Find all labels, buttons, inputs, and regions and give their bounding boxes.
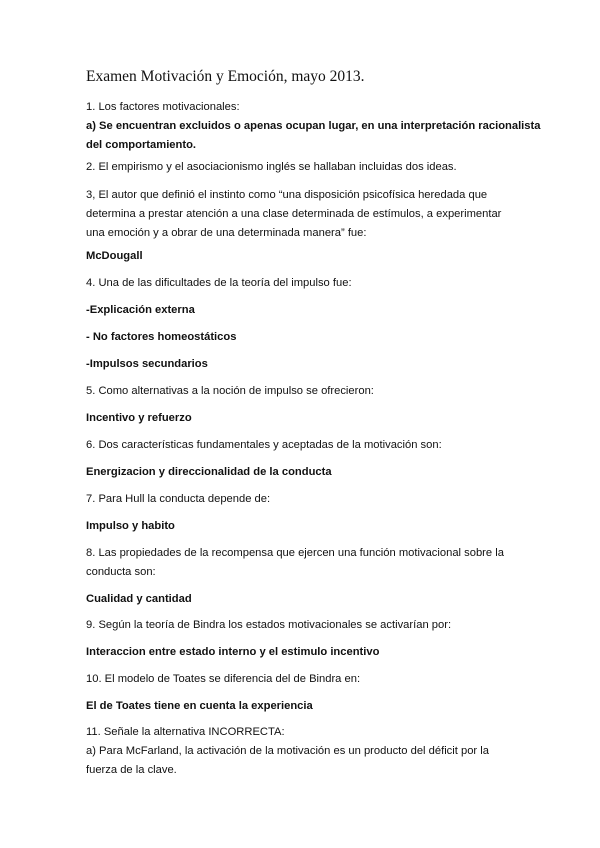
question-1-answer-line-1: a) Se encuentran excluidos o apenas ocupan lugar, en una interpretación racionalista xyxy=(86,120,541,132)
question-8-text-line-1: 8. Las propiedades de la recompensa que ejercen una función motivacional sobre la xyxy=(86,547,504,559)
question-5-answer: Incentivo y refuerzo xyxy=(86,412,192,424)
question-6-answer: Energizacion y direccionalidad de la conducta xyxy=(86,466,332,478)
question-3-answer: McDougall xyxy=(86,250,143,262)
question-7 xyxy=(86,490,526,509)
question-5-text: 5. Como alternativas a la noción de impulso se ofrecieron: xyxy=(86,385,374,397)
question-3-text-line-3: una emoción y a obrar de una determinada manera” fue: xyxy=(86,227,367,239)
question-4-answer-3: -Impulsos secundarios xyxy=(86,358,208,370)
question-2 xyxy=(86,158,526,177)
question-8 xyxy=(86,544,526,582)
question-4-answer-1-block xyxy=(86,301,526,320)
document-title: Examen Motivación y Emoción, mayo 2013. xyxy=(86,68,365,85)
question-4 xyxy=(86,274,526,293)
question-6 xyxy=(86,436,526,455)
question-11-text: 11. Señale la alternativa INCORRECTA: xyxy=(86,726,285,738)
question-10-answer: El de Toates tiene en cuenta la experiencia xyxy=(86,700,313,712)
question-10-text: 10. El modelo de Toates se diferencia del de Bindra en: xyxy=(86,673,361,685)
question-7-answer: Impulso y habito xyxy=(86,520,175,532)
question-1-answer-line-2: del comportamiento. xyxy=(86,139,197,151)
question-11-option-a-line-2: fuerza de la clave. xyxy=(86,764,177,776)
question-9-answer-block xyxy=(86,643,526,662)
question-3-text-line-2: determina a prestar atención a una clase determinada de estímulos, a experimentar xyxy=(86,208,502,220)
question-5 xyxy=(86,382,526,401)
question-5-answer-block xyxy=(86,409,526,428)
question-10 xyxy=(86,670,526,689)
question-9 xyxy=(86,616,526,635)
question-7-text: 7. Para Hull la conducta depende de: xyxy=(86,493,271,505)
question-11 xyxy=(86,723,526,780)
question-3-answer-block xyxy=(86,247,526,266)
question-10-answer-block xyxy=(86,697,526,716)
question-4-text: 4. Una de las dificultades de la teoría del impulso fue: xyxy=(86,277,352,289)
question-7-answer-block xyxy=(86,517,526,536)
question-9-text: 9. Según la teoría de Bindra los estados motivacionales se activarían por: xyxy=(86,619,452,631)
question-4-answer-3-block xyxy=(86,355,526,374)
question-1 xyxy=(86,98,541,155)
question-6-text: 6. Dos características fundamentales y aceptadas de la motivación son: xyxy=(86,439,442,451)
question-8-answer: Cualidad y cantidad xyxy=(86,593,192,605)
question-2-text: 2. El empirismo y el asociacionismo inglés se hallaban incluidas dos ideas. xyxy=(86,161,457,173)
question-6-answer-block xyxy=(86,463,526,482)
question-8-text-line-2: conducta son: xyxy=(86,566,156,578)
question-3 xyxy=(86,186,526,243)
question-3-text-line-1: 3, El autor que definió el instinto como “una disposición psicofísica heredada que xyxy=(86,189,488,201)
question-9-answer: Interaccion entre estado interno y el estimulo incentivo xyxy=(86,646,380,658)
question-4-answer-1: -Explicación externa xyxy=(86,304,195,316)
question-1-text: 1. Los factores motivacionales: xyxy=(86,101,240,113)
question-4-answer-2: - No factores homeostáticos xyxy=(86,331,237,343)
question-8-answer-block xyxy=(86,590,526,609)
question-11-option-a-line-1: a) Para McFarland, la activación de la motivación es un producto del déficit por la xyxy=(86,745,489,757)
question-4-answer-2-block xyxy=(86,328,526,347)
